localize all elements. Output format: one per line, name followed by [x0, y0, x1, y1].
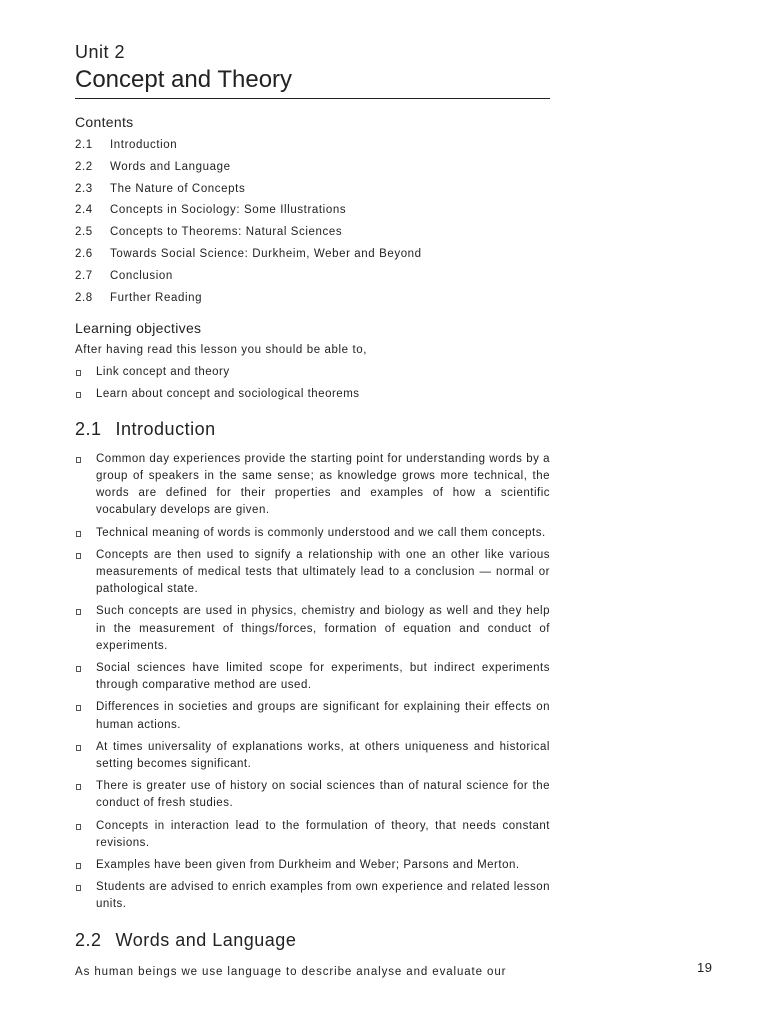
toc-item-title: Towards Social Science: Durkheim, Weber and Beyond — [110, 247, 422, 260]
list-item — [75, 660, 550, 694]
section-heading-introduction — [75, 417, 550, 441]
introduction-list — [75, 451, 550, 914]
list-item — [75, 364, 550, 381]
section-title: Introduction — [115, 418, 216, 439]
toc-item-number: 2.5 — [75, 226, 93, 239]
objectives-list — [75, 364, 550, 402]
bullet-text: Technical meaning of words is commonly understood and we call them concepts. — [96, 526, 546, 539]
paragraph-text: As human beings we use language to describe analyse and evaluate our — [75, 965, 507, 978]
objectives-heading: Learning objectives — [75, 320, 202, 337]
bullet-text: Social sciences have limited scope for experiments, but indirect experiments through comparative method are used. — [96, 662, 550, 692]
bullet-icon — [76, 553, 81, 559]
toc-item-title: Concepts to Theorems: Natural Sciences — [110, 226, 343, 239]
document-page — [75, 40, 550, 982]
toc-item-title: Conclusion — [110, 269, 173, 282]
toc-item — [75, 157, 550, 179]
objective-text: Link concept and theory — [96, 366, 230, 379]
toc-item — [75, 179, 550, 201]
bullet-text: Differences in societies and groups are significant for explaining their effects on human actions. — [96, 701, 550, 731]
list-item — [75, 603, 550, 655]
toc-item-number: 2.8 — [75, 291, 93, 304]
toc-item — [75, 200, 550, 222]
toc-item-number: 2.2 — [75, 160, 93, 173]
toc-item-number: 2.6 — [75, 247, 93, 260]
toc-item-title: Further Reading — [110, 291, 203, 304]
bullet-text: At times universality of explanations works, at others uniqueness and historical setting becomes significant. — [96, 740, 550, 771]
toc-item-title: Introduction — [110, 139, 178, 151]
toc-item-title: Words and Language — [110, 160, 231, 173]
list-item — [75, 739, 550, 773]
unit-label: Unit 2 — [75, 42, 126, 62]
list-item — [75, 857, 550, 874]
toc-item-number: 2.7 — [75, 269, 93, 282]
toc-item-number: 2.4 — [75, 204, 93, 217]
toc-item-number: 2.3 — [75, 182, 93, 195]
section-heading-words-and-language — [75, 928, 550, 952]
bullet-text: Students are advised to enrich examples from own experience and related lesson units. — [96, 881, 550, 911]
section-number: 2.1 — [75, 418, 102, 439]
bullet-icon — [76, 457, 81, 463]
bullet-icon — [76, 705, 81, 711]
bullet-icon — [76, 666, 81, 672]
list-item — [75, 818, 550, 852]
bullet-icon — [76, 531, 81, 537]
toc-item — [75, 244, 550, 266]
toc-item — [75, 288, 550, 310]
bullet-icon — [76, 745, 81, 751]
objective-text: Learn about concept and sociological theorems — [96, 387, 360, 400]
toc-item — [75, 135, 550, 157]
page-number: 19 — [697, 960, 713, 975]
list-item — [75, 547, 550, 599]
toc-item-title: The Nature of Concepts — [110, 182, 246, 195]
list-item — [75, 525, 550, 542]
list-item — [75, 451, 550, 520]
toc-item-number: 2.1 — [75, 139, 93, 151]
list-item — [75, 386, 550, 403]
section-number: 2.2 — [75, 929, 102, 950]
section-title: Words and Language — [115, 929, 297, 950]
bullet-icon — [76, 784, 81, 790]
toc-item — [75, 222, 550, 244]
bullet-icon — [76, 824, 81, 830]
bullet-text: Such concepts are used in physics, chemistry and biology as well and they help in the measurement of things/forces, formation of equation and conduct of experiments. — [96, 605, 550, 652]
table-of-contents — [75, 135, 550, 309]
contents-heading: Contents — [75, 114, 134, 130]
list-item — [75, 699, 550, 733]
list-item — [75, 778, 550, 812]
toc-item — [75, 266, 550, 288]
bullet-icon — [76, 863, 81, 869]
bullet-icon — [76, 370, 81, 376]
toc-item-title: Concepts in Sociology: Some Illustrations — [110, 204, 347, 217]
unit-title: Concept and Theory — [75, 64, 550, 99]
bullet-text: Concepts are then used to signify a relationship with one an other like various measurements of medical tests that ultimately lead to a conclusion — normal or pathological state. — [96, 548, 550, 596]
bullet-icon — [76, 392, 81, 398]
objectives-intro: After having read this lesson you should be able to, — [75, 344, 368, 357]
bullet-text: Concepts in interaction lead to the formulation of theory, that needs constant revisions. — [96, 819, 550, 849]
bullet-icon — [76, 609, 81, 615]
bullet-text: Examples have been given from Durkheim and Weber; Parsons and Merton. — [96, 859, 520, 872]
bullet-text: There is greater use of history on social sciences than of natural science for the conduct of fresh studies. — [96, 780, 550, 810]
bullet-icon — [76, 885, 81, 891]
bullet-text: Common day experiences provide the starting point for understanding words by a group of speakers in the same sense; as knowledge grows more technical, the words are defined for their properties and examples of how a scientific vocabulary develops are given. — [96, 452, 550, 517]
list-item — [75, 879, 550, 913]
